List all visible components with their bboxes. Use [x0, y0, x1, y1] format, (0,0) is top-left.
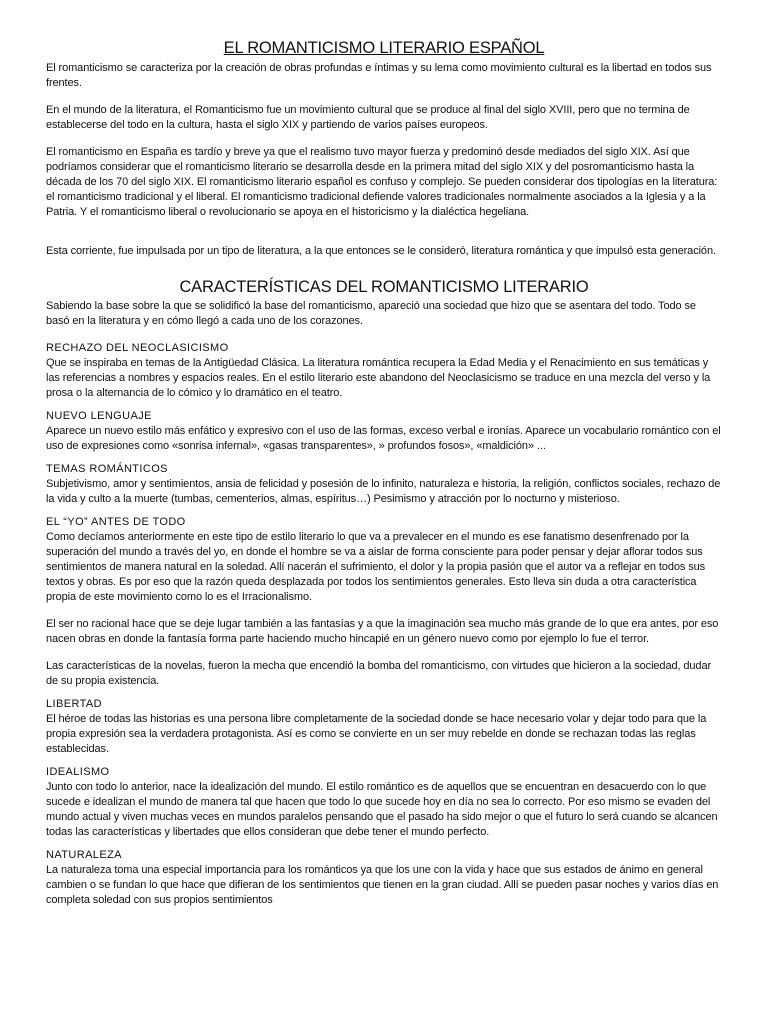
section-heading: IDEALISMO [46, 766, 110, 778]
intro-paragraph-3: El romanticismo en España es tardío y breve ya que el realismo tuvo mayor fuerza y predominó desde mediados del siglo XIX. Así que podríamos considerar que el romanticismo literario se desarrolla desde en la primera mitad del siglo XIX y del posromanticismo hasta la década de los 70 del siglo XIX. El romanticismo literario español es confuso y complejo. Se pueden considerar dos tipologías en la literatura: el romanticismo tradicional y el liberal. El romanticismo tradicional defiende valores tradicionales normalmente asociados a la Iglesia y a la Patria. Y el romanticismo liberal o revolucionario se apoya en el historicismo y la dialéctica hegeliana. [46, 146, 718, 218]
section-paragraph: Junto con todo lo anterior, nace la idealización del mundo. El estilo romántico es de aquellos que se encuentran en desacuerdo con lo que sucede e idealizan el mundo de manera tal que hacen que todo lo que sucede hoy en día no sea lo correcto. Por eso mismo se evaden del mundo actual y viven muchas veces en mundos paralelos pensando que el pasado ha sido mejor o que el futuro lo será cuando se alcancen todas las características y libertades que ellos consideran que debe tener el mundo perfecto. [46, 781, 718, 838]
section-paragraph: El ser no racional hace que se deje lugar también a las fantasías y a que la imaginación sea mucho más grande de lo que era antes, por eso nacen obras en donde la fantasía forma parte haciendo mucho hincapié en un género nuevo como por ejemplo lo fue el terror. [46, 618, 719, 645]
characteristics-intro: Sabiendo la base sobre la que se solidificó la base del romanticismo, apareció una sociedad que hizo que se asentara del todo. Todo se basó en la literatura y en cómo llegó a cada uno de los corazones. [46, 300, 696, 327]
section-idealismo [46, 765, 722, 840]
section-heading: TEMAS ROMÁNTICOS [46, 463, 168, 475]
section-heading: LIBERTAD [46, 698, 102, 710]
section-paragraph: Que se inspiraba en temas de la Antigüedad Clásica. La literatura romántica recupera la Edad Media y el Renacimiento en sus temáticas y las referencias a nombres y espacios reales. En el estilo literario este abandono del Neoclasicismo se traduce en una mezcla del verso y la prosa o la alternancia de lo cómico y lo dramático en el teatro. [46, 357, 711, 399]
section-paragraph: Como decíamos anteriormente en este tipo de estilo literario lo que va a prevalecer en el mundo es ese fanatismo desenfrenado por la superación del mundo a través del yo, en donde el hombre se va a aislar de forma consciente para poder pensar y dejar aflorar todos sus sentimientos de manera natural en la soledad. Allí nacerán el sufrimiento, el dolor y la propia pasión que el autor va a reflejar en todos sus textos y obras. Es por eso que la razón queda desplazada por todos los sentimientos generales. Esto lleva sin duda a otra característica propia de este movimiento como lo es el Irracionalismo. [46, 531, 706, 603]
section-nuevo-lenguaje [46, 409, 722, 454]
document-title: EL ROMANTICISMO LITERARIO ESPAÑOL [223, 39, 545, 57]
section-naturaleza [46, 848, 722, 908]
section-rechazo-neoclasicismo [46, 341, 722, 401]
section-libertad [46, 697, 722, 757]
section-el-yo-antes-de-todo [46, 515, 722, 689]
section-paragraph: La naturaleza toma una especial importancia para los románticos ya que los une con la vida y hace que sus estados de ánimo en general cambien o se fundan lo que hace que difieran de los sentimientos que tienen en la gran ciudad. Allí se pueden pasar noches y varios días en completa soledad con sus propios sentimientos [46, 864, 719, 906]
intro-paragraph-4: Esta corriente, fue impulsada por un tipo de literatura, a la que entonces se le consideró, literatura romántica y que impulsó esta generación. [46, 245, 716, 257]
section-heading: NUEVO LENGUAJE [46, 410, 152, 422]
section-temas-romanticos [46, 462, 722, 507]
section-heading: EL “YO” ANTES DE TODO [46, 516, 186, 528]
section-paragraph: Las características de la novelas, fueron la mecha que encendió la bomba del romanticismo, con virtudes que hicieron a la sociedad, dudar de su propia existencia. [46, 660, 712, 687]
section-paragraph: El héroe de todas las historias es una persona libre completamente de la sociedad donde se hace necesario volar y dejar todo para que la propia expresión sea la verdadera protagonista. Así es como se convierte en un ser muy rebelde en donde se rechazan todas las reglas establecidas. [46, 713, 707, 755]
section-paragraph: Aparece un nuevo estilo más enfático y expresivo con el uso de las formas, exceso verbal e ironías. Aparece un vocabulario romántico con el uso de expresiones como «sonrisa infernal», «gasas transparentes», » profundos fosos», «maldición» ... [46, 425, 721, 452]
section-paragraph: Subjetivismo, amor y sentimientos, ansia de felicidad y posesión de lo infinito, naturaleza e historia, la religión, conflictos sociales, rechazo de la vida y culto a la muerte (tumbas, cementerios, almas, espíritus…) Pesimismo y atracción por lo nocturno y misterioso. [46, 478, 721, 505]
section-heading: NATURALEZA [46, 849, 122, 861]
characteristics-title: CARACTERÍSTICAS DEL ROMANTICISMO LITERARIO [179, 278, 589, 296]
intro-paragraph-1: El romanticismo se caracteriza por la creación de obras profundas e íntimas y su lema como movimiento cultural es la libertad en todos sus frentes. [46, 62, 712, 89]
intro-paragraph-2: En el mundo de la literatura, el Romanticismo fue un movimiento cultural que se produce al final del siglo XVIII, pero que no termina de establecerse del todo en la cultura, hasta el siglo XIX y partiendo de varios países europeos. [46, 104, 690, 131]
section-heading: RECHAZO DEL NEOCLASICISMO [46, 342, 229, 354]
